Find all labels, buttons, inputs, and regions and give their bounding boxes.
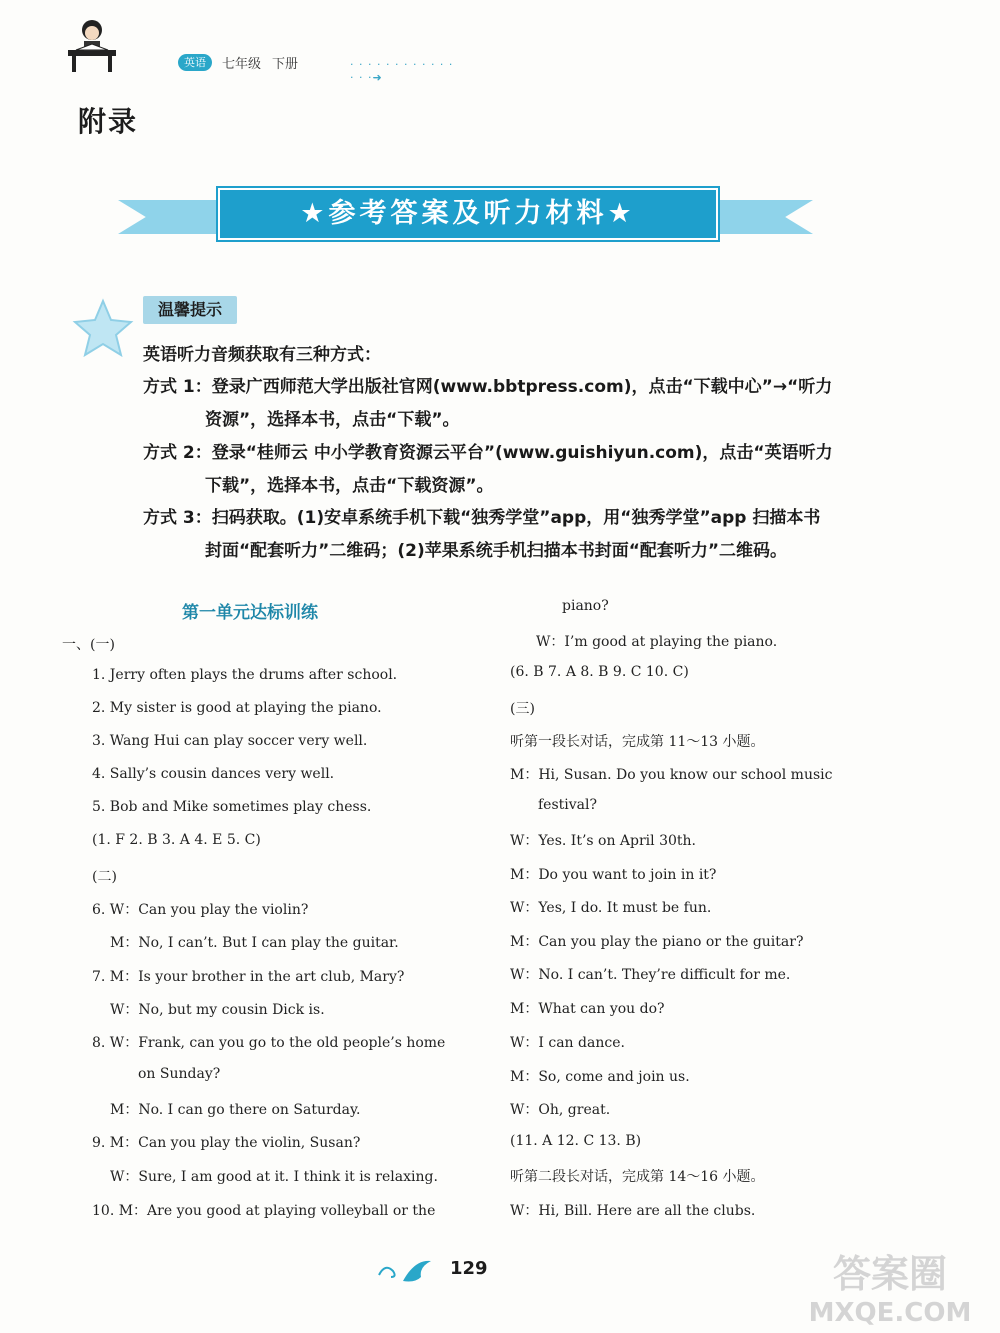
left-line: 8. W：Frank, can you go to the old people’s home <box>92 1035 446 1051</box>
tip-intro: 英语听力音频获取有三种方式： <box>143 345 381 365</box>
left-line: W：Sure, I am good at it. I think it is relaxing. <box>110 1169 438 1185</box>
left-line: 一、(一) <box>62 637 115 653</box>
left-line: (1. F 2. B 3. A 4. E 5. C) <box>92 832 261 848</box>
left-line: M：No. I can go there on Saturday. <box>110 1102 361 1118</box>
svg-text:MXQE.COM: MXQE.COM <box>808 1298 972 1328</box>
tip-method-3-cont: 封面“配套听力”二维码；(2)苹果系统手机扫描本书封面“配套听力”二维码。 <box>205 541 788 561</box>
left-line: 3. Wang Hui can play soccer very well. <box>92 733 368 749</box>
tip-method-2: 方式 2：登录“桂师云 中小学教育资源云平台”(www.guishiyun.com)，点击“英语听力 <box>143 443 833 463</box>
appendix-title: 附录 <box>78 105 139 138</box>
subject-badge: 英语 <box>178 54 212 71</box>
right-line: W：Yes. It’s on April 30th. <box>510 833 696 849</box>
right-line: W：Yes, I do. It must be fun. <box>510 900 712 916</box>
tip-label: 温馨提示 <box>143 296 237 324</box>
right-line: W：Oh, great. <box>510 1102 611 1118</box>
right-line: (11. A 12. C 13. B) <box>510 1133 642 1149</box>
star-icon <box>72 298 134 360</box>
left-line: 1. Jerry often plays the drums after school. <box>92 667 398 683</box>
swirl-ornament-icon <box>375 1255 445 1285</box>
tip-method-3: 方式 3：扫码获取。(1)安卓系统手机下载“独秀学堂”app，用“独秀学堂”app 扫描本书 <box>143 508 821 528</box>
right-line: (三) <box>510 701 535 717</box>
right-line: festival? <box>538 797 597 813</box>
left-line: 9. M：Can you play the violin, Susan? <box>92 1135 361 1151</box>
left-line: 10. M：Are you good at playing volleyball or the <box>92 1203 436 1219</box>
section-banner <box>118 182 813 250</box>
left-line: 6. W：Can you play the violin? <box>92 902 309 918</box>
header-dots-decoration: · · · · · · · · · · · · · · ·➜ <box>350 58 454 84</box>
right-line: piano? <box>562 598 609 614</box>
left-line: 2. My sister is good at playing the piano. <box>92 700 382 716</box>
left-line: 5. Bob and Mike sometimes play chess. <box>92 799 372 815</box>
page-header <box>62 14 462 84</box>
right-line: W：I can dance. <box>510 1035 625 1051</box>
right-line: M：Hi, Susan. Do you know our school music <box>510 767 833 783</box>
reading-child-icon <box>62 14 122 74</box>
unit-title: 第一单元达标训练 <box>182 603 318 623</box>
left-line: M：No, I can’t. But I can play the guitar. <box>110 935 399 951</box>
watermark-logo <box>790 1243 990 1329</box>
right-line: W：Hi, Bill. Here are all the clubs. <box>510 1203 756 1219</box>
tip-method-2-cont: 下载”，选择本书，点击“下载资源”。 <box>205 476 494 496</box>
left-line: on Sunday? <box>138 1066 221 1082</box>
right-line: M：Can you play the piano or the guitar? <box>510 934 804 950</box>
right-line: 听第一段长对话，完成第 11～13 小题。 <box>510 734 765 750</box>
left-line: (二) <box>92 869 117 885</box>
grade-label: 七年级 <box>222 57 262 72</box>
tip-method-1-cont: 资源”，选择本书，点击“下载”。 <box>205 410 460 430</box>
left-line: 4. Sally’s cousin dances very well. <box>92 766 335 782</box>
right-line: M：Do you want to join in it? <box>510 867 717 883</box>
right-line: 听第二段长对话，完成第 14～16 小题。 <box>510 1169 765 1185</box>
left-line: 7. M：Is your brother in the art club, Mary? <box>92 969 405 985</box>
banner-title: ★参考答案及听力材料★ <box>218 188 718 240</box>
term-label: 下册 <box>272 57 299 72</box>
svg-text:答案圈: 答案圈 <box>832 1252 948 1296</box>
left-line: W：No, but my cousin Dick is. <box>110 1002 325 1018</box>
right-line: W：No. I can’t. They’re difficult for me. <box>510 967 791 983</box>
right-line: M：What can you do? <box>510 1001 665 1017</box>
right-line: M：So, come and join us. <box>510 1069 690 1085</box>
page-number: 129 <box>450 1258 488 1279</box>
tip-method-1: 方式 1：登录广西师范大学出版社官网(www.bbtpress.com)，点击“下载中心”→“听力 <box>143 377 833 397</box>
right-line: (6. B 7. A 8. B 9. C 10. C) <box>510 664 689 680</box>
right-line: W：I’m good at playing the piano. <box>536 634 778 650</box>
